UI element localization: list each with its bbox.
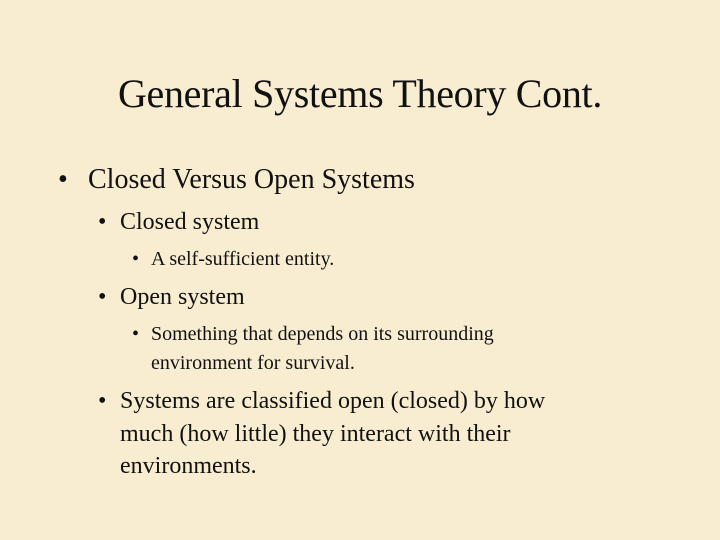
bullet-closed-system: Closed system	[120, 209, 260, 235]
bullet-depends-line-1: Something that depends on its surrounding	[151, 323, 494, 345]
bullet-classified-line-2: much (how little) they interact with their	[120, 421, 511, 447]
bullet-classified-line-3: environments.	[120, 453, 257, 479]
bullet-self-sufficient: A self-sufficient entity.	[151, 248, 335, 270]
bullet-marker: •	[132, 248, 140, 270]
bullet-open-system: Open system	[120, 284, 245, 310]
bullet-marker: •	[98, 284, 107, 310]
bullet-marker: •	[98, 209, 107, 235]
bullet-marker: •	[58, 164, 68, 195]
bullet-marker: •	[132, 323, 140, 345]
bullet-marker: •	[98, 388, 107, 414]
slide-title: General Systems Theory Cont.	[117, 71, 603, 116]
bullet-classified-line-1: Systems are classified open (closed) by how	[120, 388, 546, 414]
bullet-depends-line-2: environment for survival.	[151, 352, 355, 374]
bullet-closed-vs-open: Closed Versus Open Systems	[88, 164, 415, 195]
